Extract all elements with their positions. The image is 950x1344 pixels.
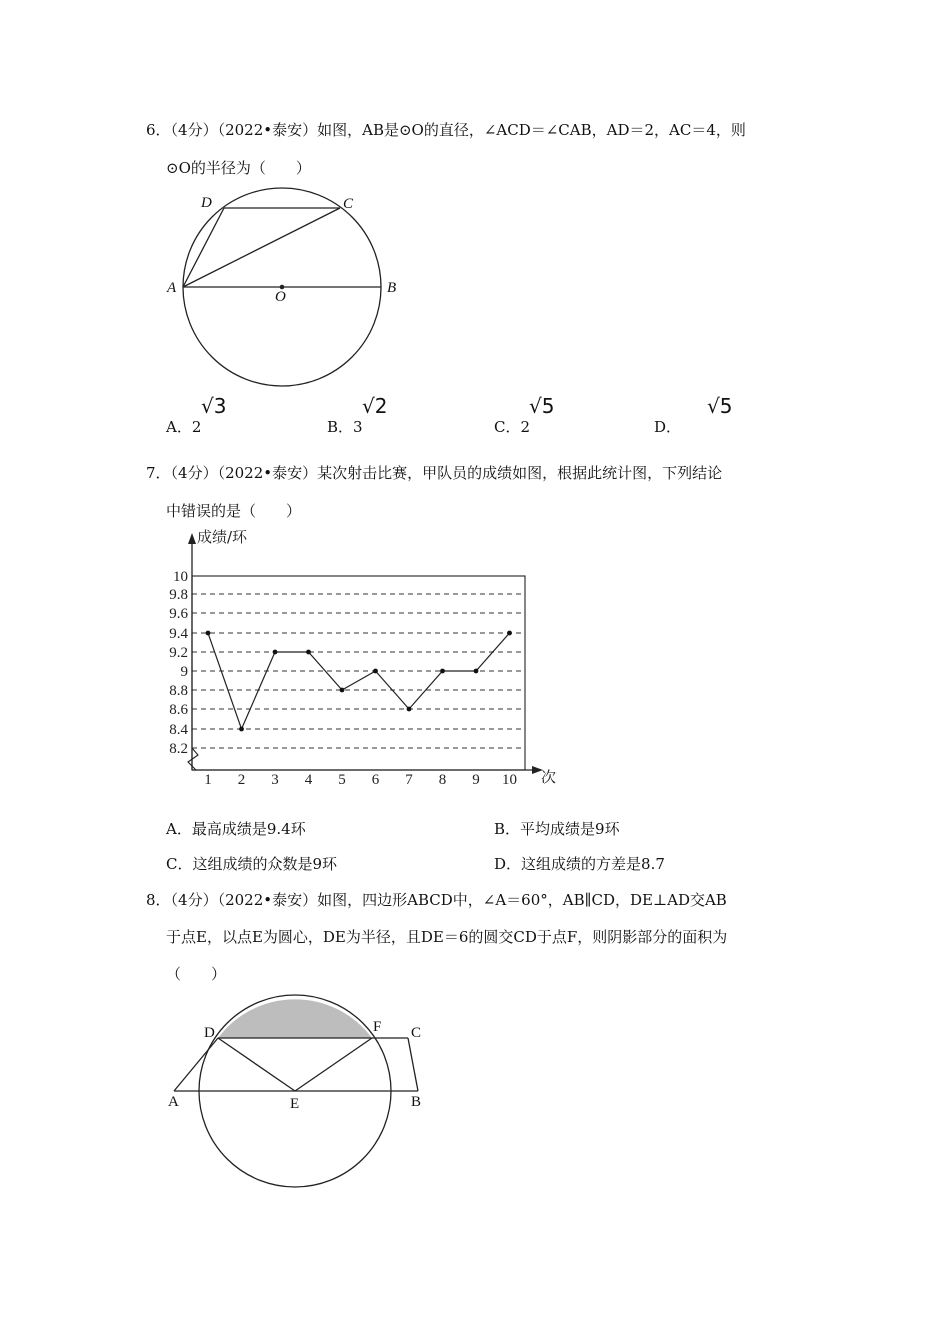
q6-option-a-letter: A． (166, 418, 192, 436)
y-tick-label: 9.8 (169, 587, 188, 603)
q6-option-d-letter: D． (654, 418, 682, 436)
y-tick-label: 9.6 (169, 606, 188, 622)
q6-option-c-coef: 2 (520, 418, 531, 436)
q8-label-f: F (373, 1019, 382, 1035)
y-tick-label: 10 (173, 569, 188, 585)
q7-text-line1: 7．（4分）（2022•泰安）某次射击比赛，甲队员的成绩如图，根据此统计图，下列结论 (146, 464, 723, 482)
y-tick-label: 8.4 (169, 722, 188, 738)
q8-label-c: C (411, 1025, 422, 1041)
y-tick-label: 9 (180, 664, 188, 680)
q7-option-d[interactable]: D．这组成绩的方差是8.7 (494, 855, 665, 873)
q6-option-b-coef: 3 (353, 418, 363, 436)
q6-text-line2: ⊙O的半径为（ ） (166, 159, 311, 177)
q7-text-line2: 中错误的是（ ） (166, 502, 302, 520)
q6-option-b-letter: B． (327, 418, 354, 436)
q6-option-c-letter: C． (494, 418, 521, 436)
q6-label-a: A (167, 280, 177, 296)
q6-label-o: O (275, 289, 286, 305)
q6-option-a-coef: 2 (191, 418, 202, 436)
q8-text-line1: 8．（4分）（2022•泰安）如图，四边形ABCD中，∠A＝60°，AB∥CD，DE⊥AD交AB (146, 891, 727, 909)
q8-text-line2: 于点E，以点E为圆心，DE为半径，且DE＝6的圆交CD于点F，则阴影部分的面积为 (166, 928, 728, 946)
y-tick-label: 9.4 (169, 626, 188, 642)
q8-segment-ef (295, 1038, 372, 1091)
q8-label-a: A (168, 1094, 179, 1110)
x-tick-label: 5 (338, 772, 346, 788)
q6-option-c-radical: √5 (529, 394, 555, 418)
q8-text-line3: （ ） (166, 965, 227, 983)
q8-label-e: E (290, 1096, 300, 1112)
x-tick-label: 2 (237, 772, 246, 788)
y-axis-label: 成绩/环 (197, 528, 248, 546)
x-tick-label: 10 (502, 772, 517, 788)
q6-option-d-radical: √5 (707, 394, 733, 418)
x-axis-label: 次 (541, 768, 557, 786)
x-tick-label: 8 (438, 772, 447, 788)
q6-label-d: D (201, 195, 212, 211)
x-tick-label: 3 (271, 772, 279, 788)
q6-option-a-radical: √3 (201, 394, 227, 418)
y-tick-label: 8.2 (169, 741, 188, 757)
y-tick-label: 8.6 (169, 702, 188, 718)
q7-option-c[interactable]: C．这组成绩的众数是9环 (166, 855, 338, 873)
q6-label-c: C (343, 196, 354, 212)
q6-option-b-radical: √2 (362, 394, 388, 418)
q6-label-b: B (387, 280, 397, 296)
x-tick-label: 9 (472, 772, 480, 788)
q8-side-ad (174, 1038, 218, 1091)
x-tick-label: 7 (405, 772, 413, 788)
q6-text-line1: 6．（4分）（2022•泰安）如图，AB是⊙O的直径，∠ACD＝∠CAB，AD＝2，AC＝4，则 (146, 121, 746, 139)
q7-option-b[interactable]: B．平均成绩是9环 (494, 820, 620, 838)
x-tick-label: 6 (371, 772, 380, 788)
shaded-segment (218, 999, 372, 1038)
q8-label-d: D (204, 1025, 215, 1041)
q8-side-cb (408, 1038, 418, 1091)
y-tick-label: 8.8 (169, 683, 188, 699)
q7-option-a[interactable]: A．最高成绩是9.4环 (166, 820, 306, 838)
y-tick-label: 9.2 (169, 645, 188, 661)
x-tick-label: 4 (304, 772, 313, 788)
x-tick-label: 1 (204, 772, 212, 788)
q8-label-b: B (411, 1094, 422, 1110)
q8-segment-de (218, 1038, 295, 1091)
